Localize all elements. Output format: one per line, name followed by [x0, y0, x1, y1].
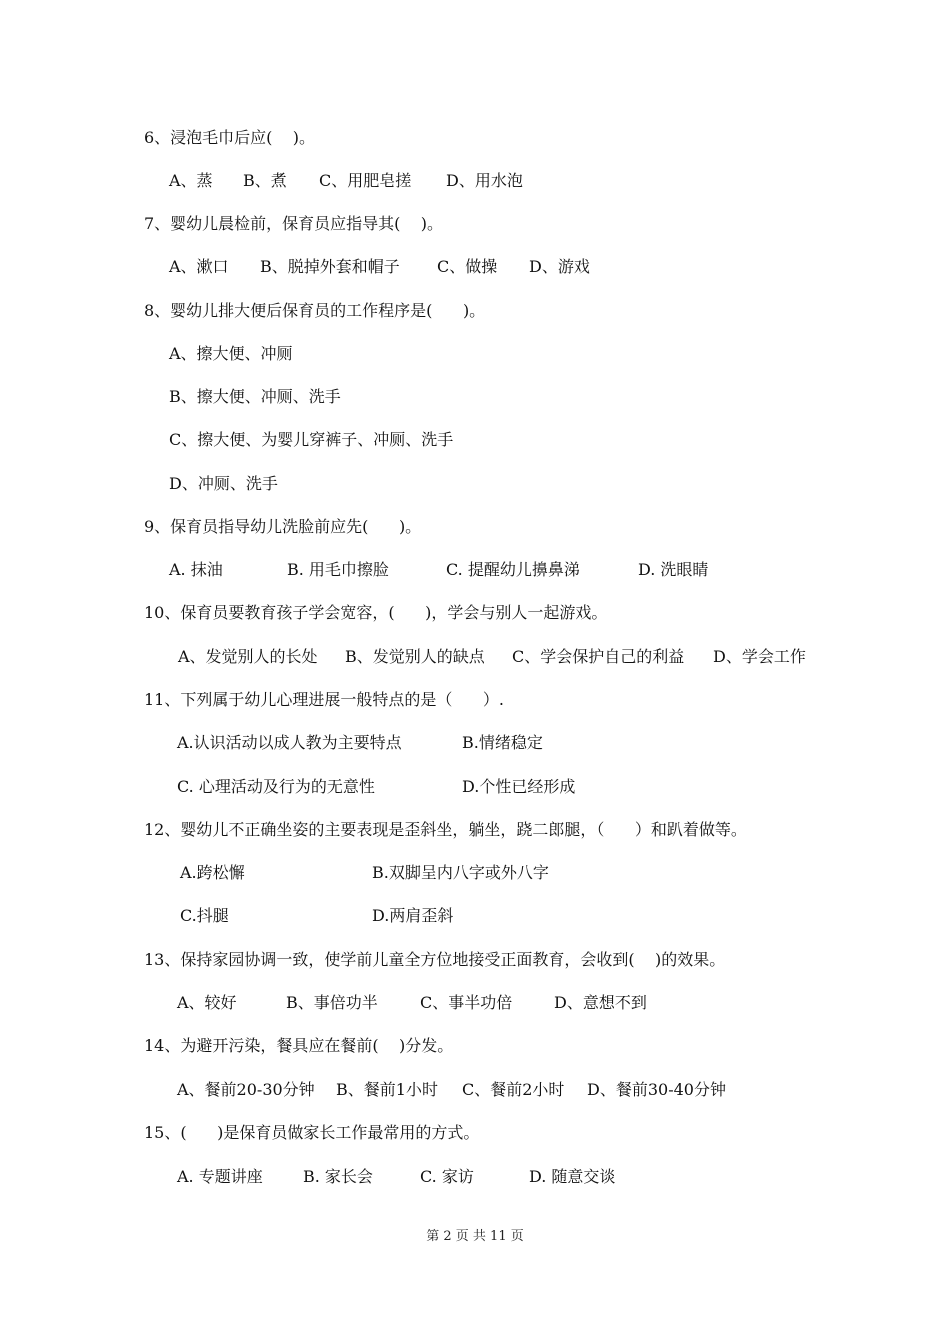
page-footer: 第 2 页 共 11 页 [426, 1229, 524, 1244]
option-8a: A、擦大便、冲厕 [169, 344, 293, 363]
option-13b: B、事倍功半 [286, 993, 378, 1012]
option-14c: C、餐前2小时 [462, 1080, 565, 1099]
option-12d: D.两肩歪斜 [372, 906, 454, 925]
option-11b: B.情绪稳定 [462, 733, 543, 752]
option-11c: C. 心理活动及行为的无意性 [177, 777, 375, 796]
option-8c: C、擦大便、为婴儿穿裤子、冲厕、洗手 [169, 430, 454, 449]
option-7c: C、做操 [437, 257, 498, 276]
option-12b: B.双脚呈内八字或外八字 [372, 863, 549, 882]
question-15-stem: 15、( )是保育员做家长工作最常用的方式。 [144, 1123, 480, 1142]
question-13-stem: 13、保持家园协调一致，使学前儿童全方位地接受正面教育，会收到( )的效果。 [144, 950, 726, 969]
option-11a: A.认识活动以成人教为主要特点 [177, 733, 402, 752]
option-8d: D、冲厕、洗手 [169, 474, 278, 493]
option-7d: D、游戏 [529, 257, 590, 276]
option-15d: D. 随意交谈 [529, 1167, 616, 1186]
option-7a: A、漱口 [169, 257, 229, 276]
option-6a: A、蒸 [169, 171, 213, 190]
option-10d: D、学会工作 [713, 647, 806, 666]
option-15c: C. 家访 [420, 1167, 474, 1186]
option-12a: A.跨松懈 [180, 863, 245, 882]
question-6-stem: 6、浸泡毛巾后应( )。 [144, 128, 316, 147]
option-10a: A、发觉别人的长处 [178, 647, 318, 666]
option-6b: B、煮 [243, 171, 287, 190]
question-11-stem: 11、下列属于幼儿心理进展一般特点的是（ ）. [144, 690, 504, 709]
option-12c: C.抖腿 [180, 906, 229, 925]
option-15a: A. 专题讲座 [177, 1167, 263, 1186]
option-10c: C、学会保护自己的利益 [512, 647, 685, 666]
option-15b: B. 家长会 [303, 1167, 373, 1186]
option-13c: C、事半功倍 [420, 993, 513, 1012]
option-7b: B、脱掉外套和帽子 [260, 257, 400, 276]
option-14d: D、餐前30-40分钟 [587, 1080, 726, 1099]
option-13a: A、较好 [177, 993, 237, 1012]
option-9b: B. 用毛巾擦脸 [287, 560, 389, 579]
question-8-stem: 8、婴幼儿排大便后保育员的工作程序是( )。 [144, 301, 486, 320]
option-9c: C. 提醒幼儿擤鼻涕 [446, 560, 580, 579]
question-10-stem: 10、保育员要教育孩子学会宽容，( )，学会与别人一起游戏。 [144, 603, 608, 622]
question-7-stem: 7、婴幼儿晨检前，保育员应指导其( )。 [144, 214, 444, 233]
option-6c: C、用肥皂搓 [319, 171, 412, 190]
option-9d: D. 洗眼睛 [638, 560, 709, 579]
option-14a: A、餐前20-30分钟 [177, 1080, 315, 1099]
question-14-stem: 14、为避开污染，餐具应在餐前( )分发。 [144, 1036, 454, 1055]
question-12-stem: 12、婴幼儿不正确坐姿的主要表现是歪斜坐，躺坐，跷二郎腿，（ ）和趴着做等。 [144, 820, 747, 839]
option-9a: A. 抹油 [169, 560, 223, 579]
option-11d: D.个性已经形成 [462, 777, 576, 796]
option-14b: B、餐前1小时 [336, 1080, 438, 1099]
option-10b: B、发觉别人的缺点 [345, 647, 485, 666]
question-9-stem: 9、保育员指导幼儿洗脸前应先( )。 [144, 517, 422, 536]
option-6d: D、用水泡 [446, 171, 523, 190]
option-13d: D、意想不到 [554, 993, 647, 1012]
option-8b: B、擦大便、冲厕、洗手 [169, 387, 341, 406]
